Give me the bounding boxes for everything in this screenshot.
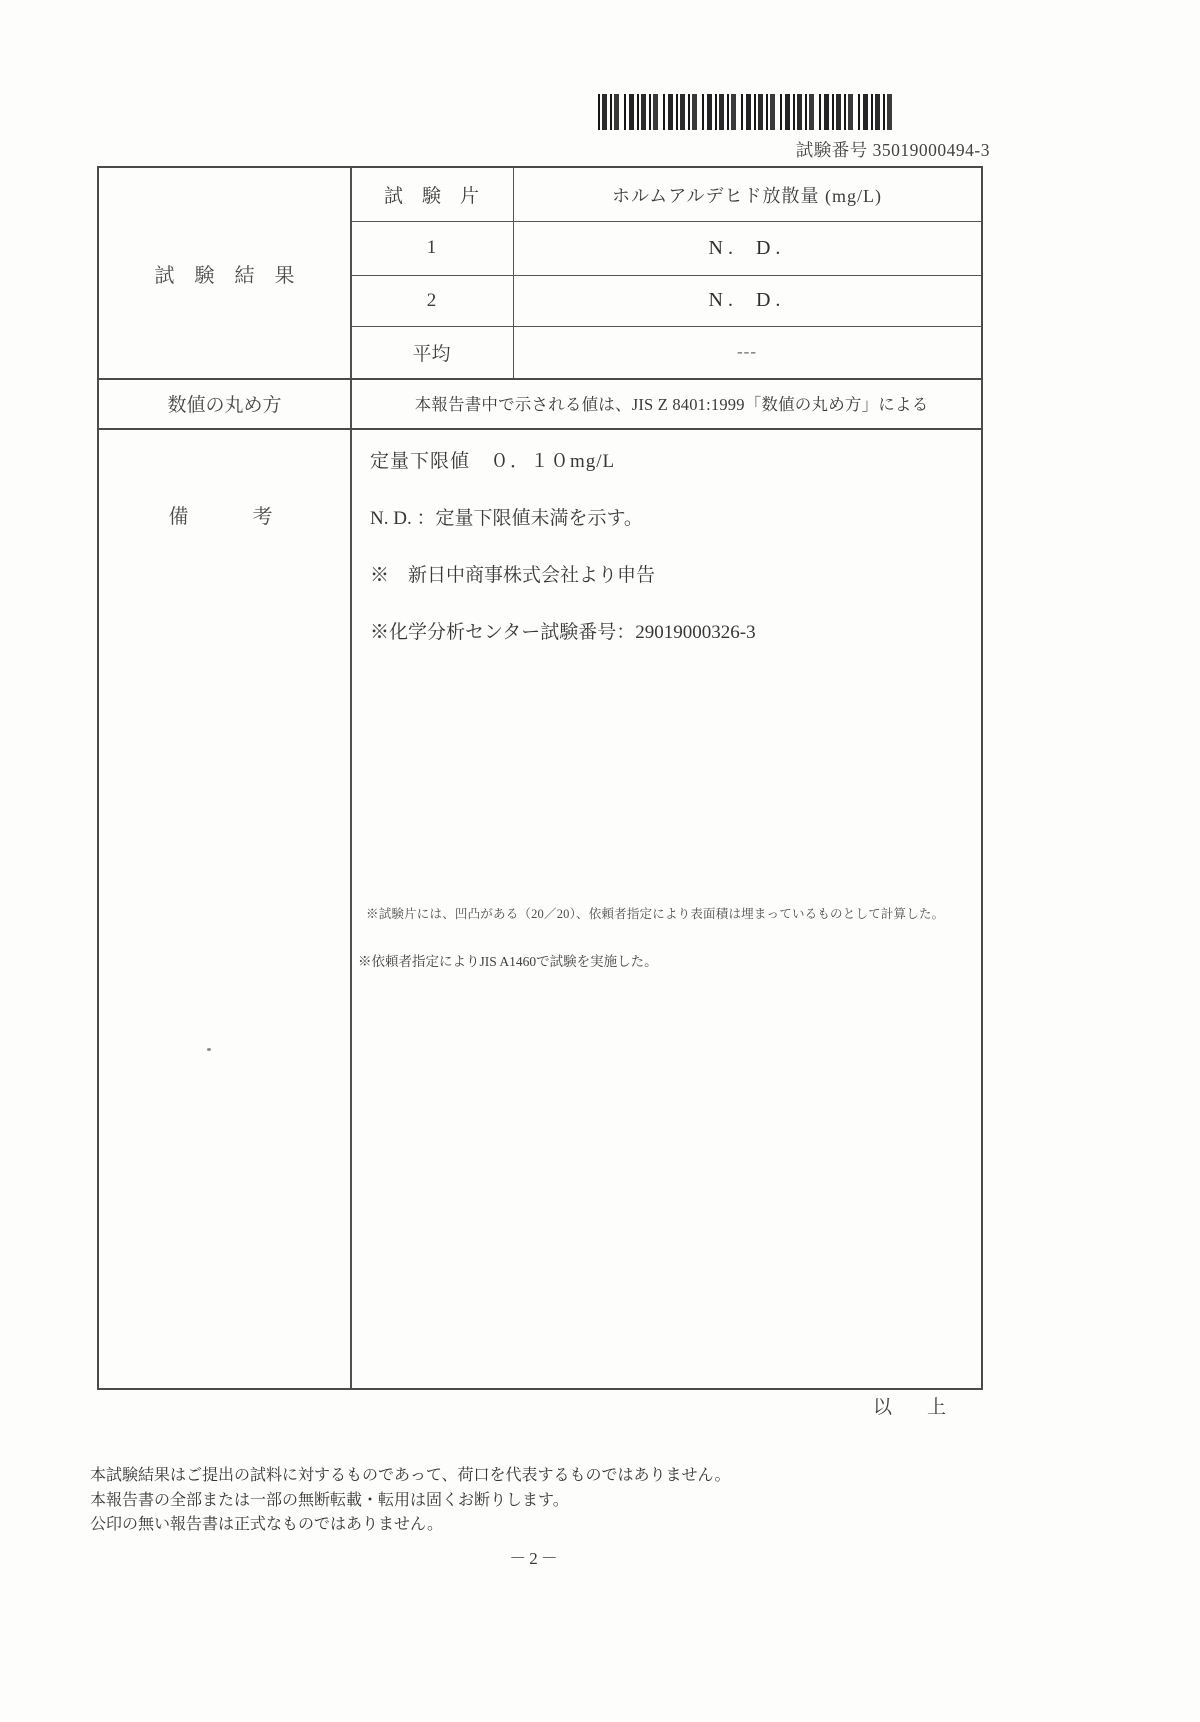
footer-disclaimer [90,1464,730,1538]
remark-line-declaration: ※ 新日中商事株式会社より申告 [370,565,656,586]
scan-speck [207,1048,211,1051]
small-note-surface: ※試験片には、凹凸がある（20／20）、依頼者指定により表面積は埋まっているものとして計算した。 [366,907,945,921]
rounding-method-label: 数値の丸め方 [167,394,282,416]
table-row-piece-2: 2 [426,289,437,311]
nd-value: N. D. [708,289,786,311]
table-row-piece-average: 平均 [412,343,451,365]
result-section-header: 試 験 結 果 [154,264,295,287]
page-number: －2－ [509,1549,561,1568]
results-table [97,166,983,1390]
rounding-method-text: 本報告書中で示される値は、JIS Z 8401:1999「数値の丸め方」による [414,395,929,414]
footer-line-2: 本報告書の全部または一部の無断転載・転用は固くお断りします。 [90,1491,569,1509]
remarks-small-notes [358,904,977,970]
remark-line-lower-limit: 定量下限値 ０．１０mg/L [370,451,616,472]
remarks-content [350,428,981,1388]
table-row-value-1 [513,221,981,275]
footer-line-1: 本試験結果はご提出の試料に対するものであって、荷口を代表するものではありません。 [90,1467,731,1484]
table-row-piece-1: 1 [426,237,437,258]
value-column-header: ホルムアルデヒド放散量 (mg/L) [611,185,883,206]
small-note-jis-method: ※依頼者指定によりJIS A1460で試験を実施した。 [358,954,658,969]
remarks-label: 備 考 [168,505,281,528]
piece-column-header: 試 験 片 [383,186,479,207]
table-row-value-average: --- [737,342,757,361]
remark-line-nd-definition: N. D. ：定量下限値未満を示す。 [370,508,643,529]
nd-value: N. D. [708,236,786,259]
test-number: 試験番号 35019000494-3 [795,140,990,160]
footer-line-3: 公印の無い報告書は正式なものではありません。 [90,1516,443,1533]
remark-line-chem-center-number: ※化学分析センター試験番号：29019000326-3 [370,622,756,643]
closing-mark: 以 上 [872,1397,954,1418]
barcode-icon [598,94,892,130]
table-row-value-2 [513,275,981,326]
